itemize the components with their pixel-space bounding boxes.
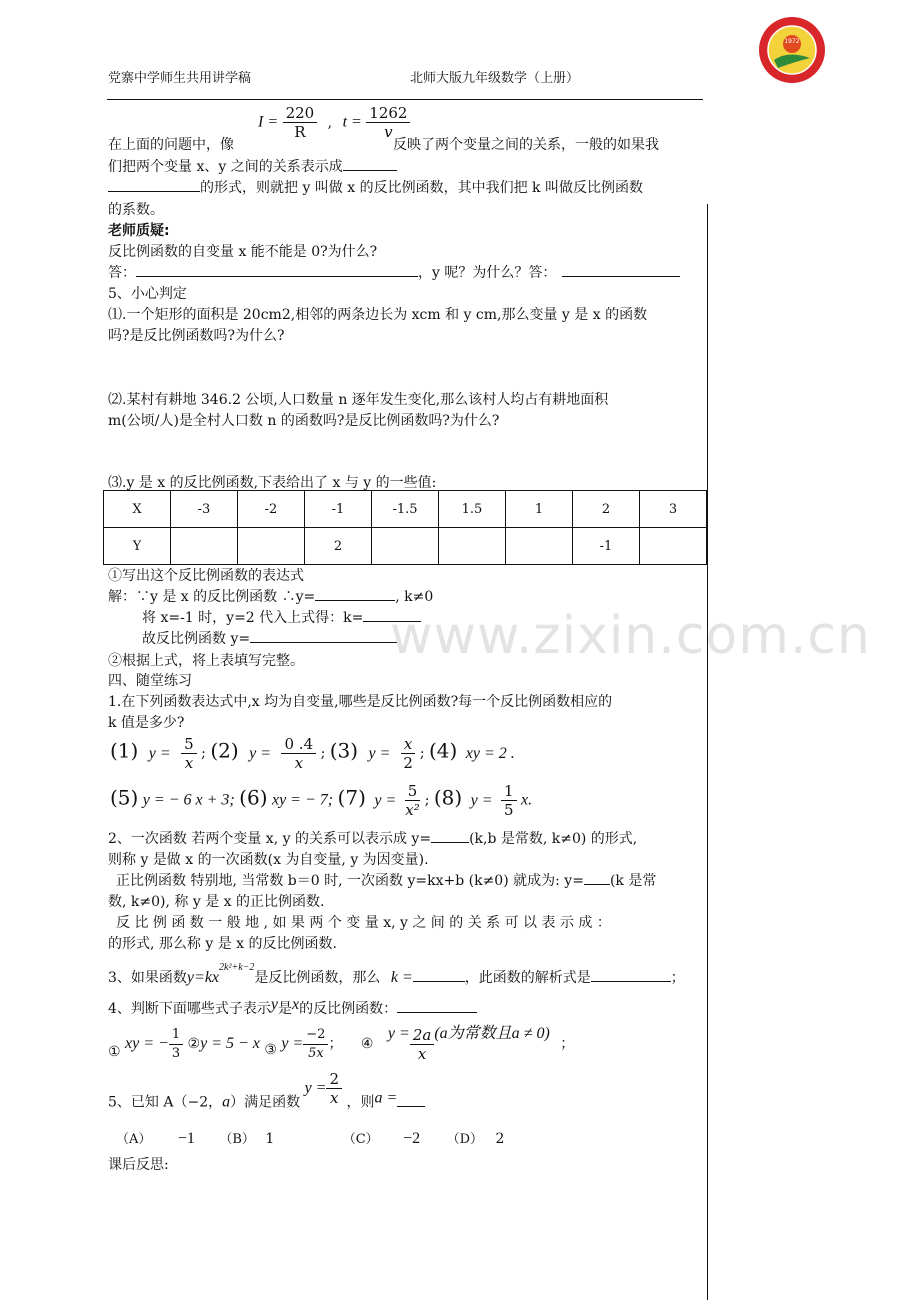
table-cell-input[interactable] [238, 528, 305, 565]
p5-opt-a: −1 [177, 1130, 195, 1147]
p4-opt1-frac [169, 1026, 183, 1063]
answer-blank-x[interactable] [136, 262, 418, 277]
eq-semi: ; [320, 745, 326, 762]
p4-end: ； [560, 1036, 575, 1052]
p3-k: k = [390, 969, 413, 986]
p4-opt3-lhs: y = [281, 1035, 304, 1052]
eq-text: x. [521, 791, 533, 809]
intro-line2-text: 们把两个变量 x、y 之间的关系表示成 [108, 159, 343, 175]
watermark: www.zixin.com.cn [390, 606, 871, 666]
p5-opt-b: 1 [265, 1131, 275, 1147]
table-cell-input[interactable] [372, 528, 439, 565]
solve-step3-text: 将 x=-1 时，y=2 代入上式得：k= [142, 610, 364, 626]
p4-opt4-mark: ④ [360, 1036, 374, 1052]
table-cell: 1.5 [439, 491, 506, 528]
eq-label: (2) [210, 738, 239, 763]
p3-function: y=kx [186, 969, 220, 986]
values-table [103, 490, 707, 565]
eq-num: x [401, 735, 415, 754]
sec4-p1a: 1.在下列函数表达式中,x 均为自变量,哪些是反比例函数?每一个反比例函数相应的 [108, 694, 613, 710]
formula-ohm [258, 104, 410, 141]
p4-opt4-cond: (a为常数且a ≠ 0) [434, 1025, 550, 1042]
answer-label: 答： [108, 265, 136, 281]
table-cell-input[interactable] [171, 528, 238, 565]
teacher-title: 老师质疑: [108, 223, 170, 239]
teacher-question: 反比例函数的自变量 x 能不能是 0?为什么? [108, 244, 378, 260]
p4-opt3-mark: ③ [264, 1042, 277, 1058]
p5-opt-d-label[interactable]: （D） [446, 1132, 484, 1147]
eq-num: −2 [303, 1026, 328, 1045]
table-cell-input[interactable] [640, 528, 707, 565]
p5-options [116, 1128, 504, 1148]
logo-caption: 1972 [784, 38, 800, 45]
intro-line4: 的系数。 [108, 202, 164, 218]
p2-line1-tail: (k,b 是常数, k≠0) 的形式, [469, 831, 638, 847]
eq-frac [401, 735, 415, 772]
blank-linear[interactable] [431, 828, 469, 843]
sec5-title: 5、小心判定 [108, 286, 187, 302]
reflection-label: 课后反思: [108, 1157, 169, 1173]
table-cell: -1 [305, 491, 372, 528]
eq-den: x [294, 754, 304, 772]
p5-text-a: 5、已知 A（−2， [108, 1094, 223, 1111]
p2-line3-text: 正比例函数 特别地, 当常数 b＝0 时, 一次函数 y=kx+b (k≠0) 就成为: y= [116, 873, 584, 889]
p4-options [108, 1020, 574, 1063]
blank-p3-expr[interactable] [591, 967, 671, 982]
blank-p5[interactable] [397, 1092, 425, 1107]
formula-t-num: 1262 [366, 104, 410, 123]
solve-step2-cond: , k≠0 [395, 589, 434, 605]
formula-i-den: R [294, 123, 306, 141]
eq-den: 5x [308, 1045, 324, 1061]
p4-opt2-mark: ② [187, 1036, 201, 1052]
table-cell: 3 [640, 491, 707, 528]
blank-function[interactable] [250, 628, 400, 643]
p2-line5: 反 比 例 函 数 一 般 地 , 如 果 两 个 变 量 x, y 之 间 的 关 系 可 以 表 示 成 ： [116, 915, 611, 931]
p4-opt2: y = 5 − x [200, 1035, 260, 1052]
p4-text-b: 是 [278, 1001, 293, 1017]
header-rule [107, 99, 703, 100]
table-cell: -1.5 [372, 491, 439, 528]
equation-row-1 [110, 735, 515, 772]
formula-sep: , [327, 114, 333, 131]
eq-text: xy = 2 . [465, 744, 515, 762]
eq-label: (6) [239, 785, 268, 810]
eq-den: x [330, 1089, 339, 1107]
eq-num: 5 [181, 735, 197, 754]
eq-num: 2a [410, 1026, 435, 1045]
p4-opt1: xy = − [125, 1035, 169, 1052]
blank-proportional[interactable] [584, 870, 610, 885]
eq-label: (8) [433, 785, 463, 810]
intro-line1b: 反映了两个变量之间的关系，一般的如果我 [393, 137, 659, 153]
solve-step4-text: 故反比例函数 y= [142, 631, 251, 647]
blank-expr[interactable] [315, 586, 395, 601]
formula-i-lhs: I = [258, 113, 279, 131]
table-row-y [104, 528, 707, 565]
table-cell: -1 [573, 528, 640, 565]
table-row-x [104, 491, 707, 528]
eq-lhs: y = [368, 744, 391, 762]
eq-den: x [417, 1044, 427, 1063]
header-left: 党寨中学师生共用讲学稿 [108, 71, 252, 86]
table-cell-input[interactable] [506, 528, 573, 565]
eq-frac [281, 735, 316, 772]
table-cell: 1 [506, 491, 573, 528]
solve-step4 [142, 628, 400, 648]
margin-rule [707, 204, 708, 1300]
p5-text-c: ，则 [346, 1094, 375, 1111]
sec5-q2b: m(公顷/人)是全村人口数 n 的函数吗?是反比例函数吗?为什么? [108, 413, 500, 429]
p5-opt-b-label[interactable]: （B） [219, 1132, 255, 1147]
p5-eq: a = [374, 1089, 398, 1107]
eq-frac [181, 735, 197, 772]
eq-den: x² [405, 801, 420, 819]
p3-text-a: 3、如果函数 [108, 970, 187, 986]
blank-form-2[interactable] [108, 177, 200, 192]
eq-num: 1 [501, 782, 517, 801]
formula-i-num: 220 [283, 104, 318, 123]
equation-row-2 [110, 782, 532, 819]
p2-line2: 则称 y 是做 x 的一次函数(x 为自变量, y 为因变量). [108, 852, 429, 868]
p4-text-c: 的反比例函数： [299, 1001, 398, 1017]
p4-opt1-mark: ① [108, 1044, 121, 1060]
solve-step1: ①写出这个反比例函数的表达式 [108, 568, 304, 584]
p5-frac [326, 1070, 342, 1107]
p5-text-b: ）满足函数 [230, 1094, 301, 1111]
eq-num: 5 [405, 782, 421, 801]
formula-i-frac [283, 104, 318, 141]
table-cell: 2 [573, 491, 640, 528]
eq-lhs: y = [374, 791, 397, 809]
table-cell: X [104, 491, 171, 528]
eq-den: 5 [504, 801, 514, 819]
sec5-q1a: ⑴.一个矩形的面积是 20cm2,相邻的两条边长为 xcm 和 y cm,那么变量 y 是 x 的函数 [108, 307, 648, 323]
sec4-title: 四、随堂练习 [108, 673, 192, 689]
eq-frac [501, 782, 517, 819]
problem-5 [108, 1070, 425, 1112]
eq-label: (7) [337, 785, 366, 810]
eq-semi: ; [424, 792, 430, 809]
p4-semi: ； [328, 1036, 343, 1052]
school-logo-icon [758, 16, 826, 84]
header-right: 北师大版九年级数学（上册） [410, 71, 580, 86]
teacher-answer-line [108, 262, 680, 282]
answer-label-y: ，y 呢？为什么？答： [418, 265, 557, 281]
eq-label: (1) [110, 738, 139, 763]
p3-exponent: 2k²+k−2 [219, 962, 255, 973]
eq-label: (5) [110, 785, 139, 810]
eq-label: (3) [329, 738, 359, 763]
blank-p3-k[interactable] [413, 967, 465, 982]
p5-opt-d: 2 [495, 1131, 505, 1147]
p4-opt4-lhs: y = [387, 1025, 410, 1042]
sec4-p1b: k 值是多少? [108, 715, 185, 731]
eq-frac [405, 782, 421, 819]
eq-text: xy = − 7; [271, 791, 334, 809]
p2-line1-text: 2、一次函数 若两个变量 x, y 的关系可以表示成 y= [108, 831, 432, 847]
problem-4 [108, 996, 477, 1018]
eq-semi: ; [201, 745, 206, 762]
table-cell: Y [104, 528, 171, 565]
p2-line1 [108, 828, 637, 848]
table-cell: -2 [238, 491, 305, 528]
p5-lhs: y = [304, 1079, 327, 1097]
p4-y: y [270, 996, 279, 1013]
p5-opt-c: −2 [403, 1130, 421, 1147]
eq-semi: ; [419, 745, 425, 762]
table-cell: 2 [305, 528, 372, 565]
eq-den: x [184, 754, 194, 772]
formula-t-lhs: t = [342, 113, 362, 131]
p5-opt-a-label[interactable]: （A） [116, 1132, 152, 1147]
solve-step2 [108, 586, 433, 606]
p4-opt3-frac [303, 1026, 328, 1063]
solve-step3 [142, 607, 421, 627]
sec5-q2a: ⑵.某村有耕地 346.2 公顷,人口数量 n 逐年发生变化,那么该村人均占有耕地面积 [108, 392, 609, 408]
p5-opt-c-label[interactable]: （C） [342, 1132, 379, 1147]
eq-lhs: y = [148, 744, 171, 762]
p3-end: ； [670, 970, 685, 986]
p3-text-c: ，此函数的解析式是 [464, 970, 591, 986]
eq-num: 0 .4 [281, 735, 316, 754]
p5-a: a [222, 1093, 231, 1111]
blank-form-1[interactable] [343, 156, 397, 171]
solve-step5: ②根据上式，将上表填写完整。 [108, 653, 304, 669]
eq-num: 1 [169, 1026, 183, 1045]
sec5-q1b: 吗?是反比例函数吗?为什么? [108, 328, 285, 344]
intro-line1a: 在上面的问题中，像 [108, 137, 234, 153]
eq-lhs: y = [249, 744, 272, 762]
eq-text: y = − 6 x + 3; [142, 791, 235, 809]
table-cell-input[interactable] [439, 528, 506, 565]
intro-line2 [108, 156, 397, 176]
solve-step2-text: 解：∵y 是 x 的反比例函数 ∴y= [108, 589, 316, 605]
p2-line6: 的形式, 那么称 y 是 x 的反比例函数. [108, 936, 337, 952]
intro-line3 [108, 177, 643, 197]
p4-opt4-frac [410, 1026, 435, 1063]
eq-label: (4) [428, 738, 458, 763]
intro-line3-text: 的形式，则就把 y 叫做 x 的反比例函数，其中我们把 k 叫做反比例函数 [200, 180, 643, 196]
sec5-q3: ⑶.y 是 x 的反比例函数,下表给出了 x 与 y 的一些值: [108, 475, 437, 491]
problem-3 [108, 962, 685, 987]
answer-blank-y[interactable] [562, 262, 680, 277]
p4-text-a: 4、判断下面哪些式子表示 [108, 1001, 271, 1017]
p2-line3 [116, 870, 656, 890]
table-cell: -3 [171, 491, 238, 528]
blank-p4[interactable] [397, 998, 477, 1013]
eq-num: 2 [326, 1070, 342, 1089]
p2-line4: 数, k≠0), 称 y 是 x 的正比例函数. [108, 894, 325, 910]
p4-x: x [292, 996, 300, 1013]
p3-text-b: 是反比例函数，那么 [254, 970, 381, 986]
eq-lhs: y = [470, 791, 493, 809]
eq-den: 3 [171, 1045, 181, 1061]
p2-line3-tail: (k 是常 [609, 873, 657, 889]
eq-den: 2 [403, 754, 413, 772]
formula-t-den: v [384, 123, 393, 141]
